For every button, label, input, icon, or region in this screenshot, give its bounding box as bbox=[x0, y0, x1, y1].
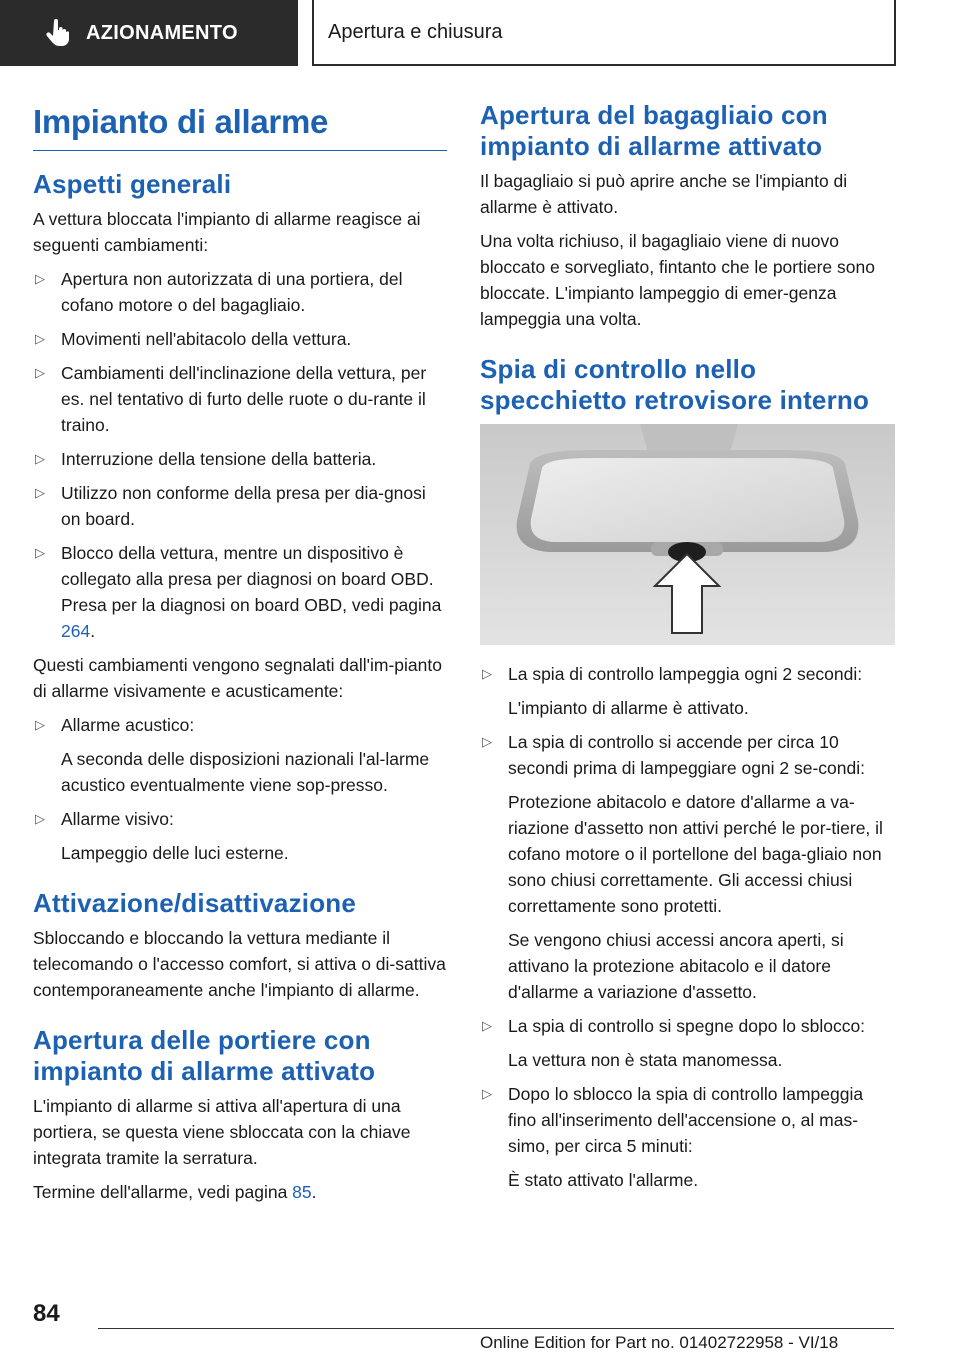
page-title: Impianto di allarme bbox=[33, 103, 329, 140]
chapter-label: Apertura e chiusura bbox=[328, 20, 503, 43]
triangle-bullet-icon: ▷ bbox=[35, 271, 45, 286]
list-item: ▷ Blocco della vettura, mentre un dispositivo è collegato alla presa per diagnosi on board OBD. Presa per la diagnosi on board OBD, vedi pagina 264. bbox=[33, 540, 447, 644]
list-item: ▷ Interruzione della tensione della batteria. bbox=[33, 446, 447, 472]
change-list bbox=[33, 266, 447, 644]
trunk-p1: Il bagagliaio si può aprire anche se l'impianto di allarme è attivato. bbox=[480, 171, 848, 217]
trunk-p2: Una volta richiuso, il bagagliaio viene di nuovo bloccato e sorvegliato, fintanto che le portiere sono bloccate. L'impianto lampeggio di emer-genza lampeggia una volta. bbox=[480, 231, 875, 329]
general-intro: A vettura bloccata l'impianto di allarme reagisce ai seguenti cambiamenti: bbox=[33, 209, 421, 255]
mirror-illustration bbox=[480, 424, 895, 645]
triangle-bullet-icon: ▷ bbox=[482, 1018, 492, 1033]
page-link-85[interactable]: 85 bbox=[292, 1182, 312, 1202]
triangle-bullet-icon: ▷ bbox=[482, 1086, 492, 1101]
general-heading: Aspetti generali bbox=[33, 169, 232, 199]
list-item: ▷ Allarme visivo: Lampeggio delle luci esterne. bbox=[33, 806, 447, 866]
doors-end-text: Termine dell'allarme, vedi pagina 85. bbox=[33, 1182, 317, 1202]
list-item: ▷ Dopo lo sblocco la spia di controllo lampeggia fino all'inserimento dell'accensione o, al mas-simo, per circa 5 minuti: È stato attivato l'allarme. bbox=[480, 1081, 895, 1193]
list-item: ▷ Cambiamenti dell'inclinazione della vettura, per es. nel tentativo di furto delle ruote o du-rante il traino. bbox=[33, 360, 447, 438]
page-number: 84 bbox=[33, 1300, 60, 1327]
doors-text: L'impianto di allarme si attiva all'apertura di una portiera, se questa viene sbloccata con la chiave integrata tramite la serratura. bbox=[33, 1096, 411, 1168]
signal-intro: Questi cambiamenti vengono segnalati dall'im-pianto di allarme visivamente e acusticamente: bbox=[33, 655, 442, 701]
list-item: ▷ La spia di controllo lampeggia ogni 2 secondi: L'impianto di allarme è attivato. bbox=[480, 661, 895, 721]
general-section bbox=[33, 169, 447, 866]
indicator-heading: Spia di controllo nello specchietto retrovisore interno bbox=[480, 354, 870, 415]
left-column bbox=[33, 100, 447, 1227]
triangle-bullet-icon: ▷ bbox=[482, 734, 492, 749]
hand-pointer-icon bbox=[44, 18, 72, 48]
activation-heading: Attivazione/disattivazione bbox=[33, 888, 357, 918]
list-item: ▷ Allarme acustico: A seconda delle disposizioni nazionali l'al-larme acustico eventualmente viene sop-presso. bbox=[33, 712, 447, 798]
alarm-type-list bbox=[33, 712, 447, 866]
list-item: ▷ La spia di controllo si accende per circa 10 secondi prima di lampeggiare ogni 2 se-condi: Protezione abitacolo e datore d'allarme a va-riazione d'assetto non attivi perché le por-tiere, il cofano motore o il portellone del baga-gliaio non sono chiusi correttamente. Gli accessi chiusi correttamente sono protetti. Se vengono chiusi accessi ancora aperti, si attivano la protezione abitacolo e il datore d'allarme a variazione d'assetto. bbox=[480, 729, 895, 1005]
list-item: ▷ Movimenti nell'abitacolo della vettura. bbox=[33, 326, 447, 352]
triangle-bullet-icon: ▷ bbox=[35, 365, 45, 380]
trunk-heading: Apertura del bagagliaio con impianto di allarme attivato bbox=[480, 100, 828, 161]
page-link-264[interactable]: 264 bbox=[61, 621, 91, 641]
triangle-bullet-icon: ▷ bbox=[35, 811, 45, 826]
doors-heading: Apertura delle portiere con impianto di allarme attivato bbox=[33, 1025, 376, 1086]
activation-section bbox=[33, 888, 447, 1003]
doors-section bbox=[33, 1025, 447, 1205]
list-item: ▷ La spia di controllo si spegne dopo lo sblocco: La vettura non è stata manomessa. bbox=[480, 1013, 895, 1073]
indicator-section bbox=[480, 354, 895, 1193]
section-tab bbox=[0, 0, 298, 66]
triangle-bullet-icon: ▷ bbox=[482, 666, 492, 681]
edition-text: Online Edition for Part no. 01402722958 - VI/18 bbox=[480, 1333, 839, 1352]
activation-text: Sbloccando e bloccando la vettura mediante il telecomando o l'accesso comfort, si attiva o di-sattiva contemporaneamente anche l'impianto di allarme. bbox=[33, 928, 446, 1000]
list-item: ▷ Apertura non autorizzata di una portiera, del cofano motore o del bagagliaio. bbox=[33, 266, 447, 318]
triangle-bullet-icon: ▷ bbox=[35, 545, 45, 560]
list-item: ▷ Utilizzo non conforme della presa per dia-gnosi on board. bbox=[33, 480, 447, 532]
section-label: AZIONAMENTO bbox=[86, 21, 238, 44]
triangle-bullet-icon: ▷ bbox=[35, 331, 45, 346]
title-rule bbox=[33, 150, 447, 151]
triangle-bullet-icon: ▷ bbox=[35, 451, 45, 466]
footer-rule bbox=[98, 1328, 894, 1329]
chapter-tab bbox=[312, 0, 896, 66]
indicator-list bbox=[480, 661, 895, 1193]
triangle-bullet-icon: ▷ bbox=[35, 717, 45, 732]
right-column bbox=[480, 100, 895, 1201]
triangle-bullet-icon: ▷ bbox=[35, 485, 45, 500]
trunk-section bbox=[480, 100, 895, 332]
